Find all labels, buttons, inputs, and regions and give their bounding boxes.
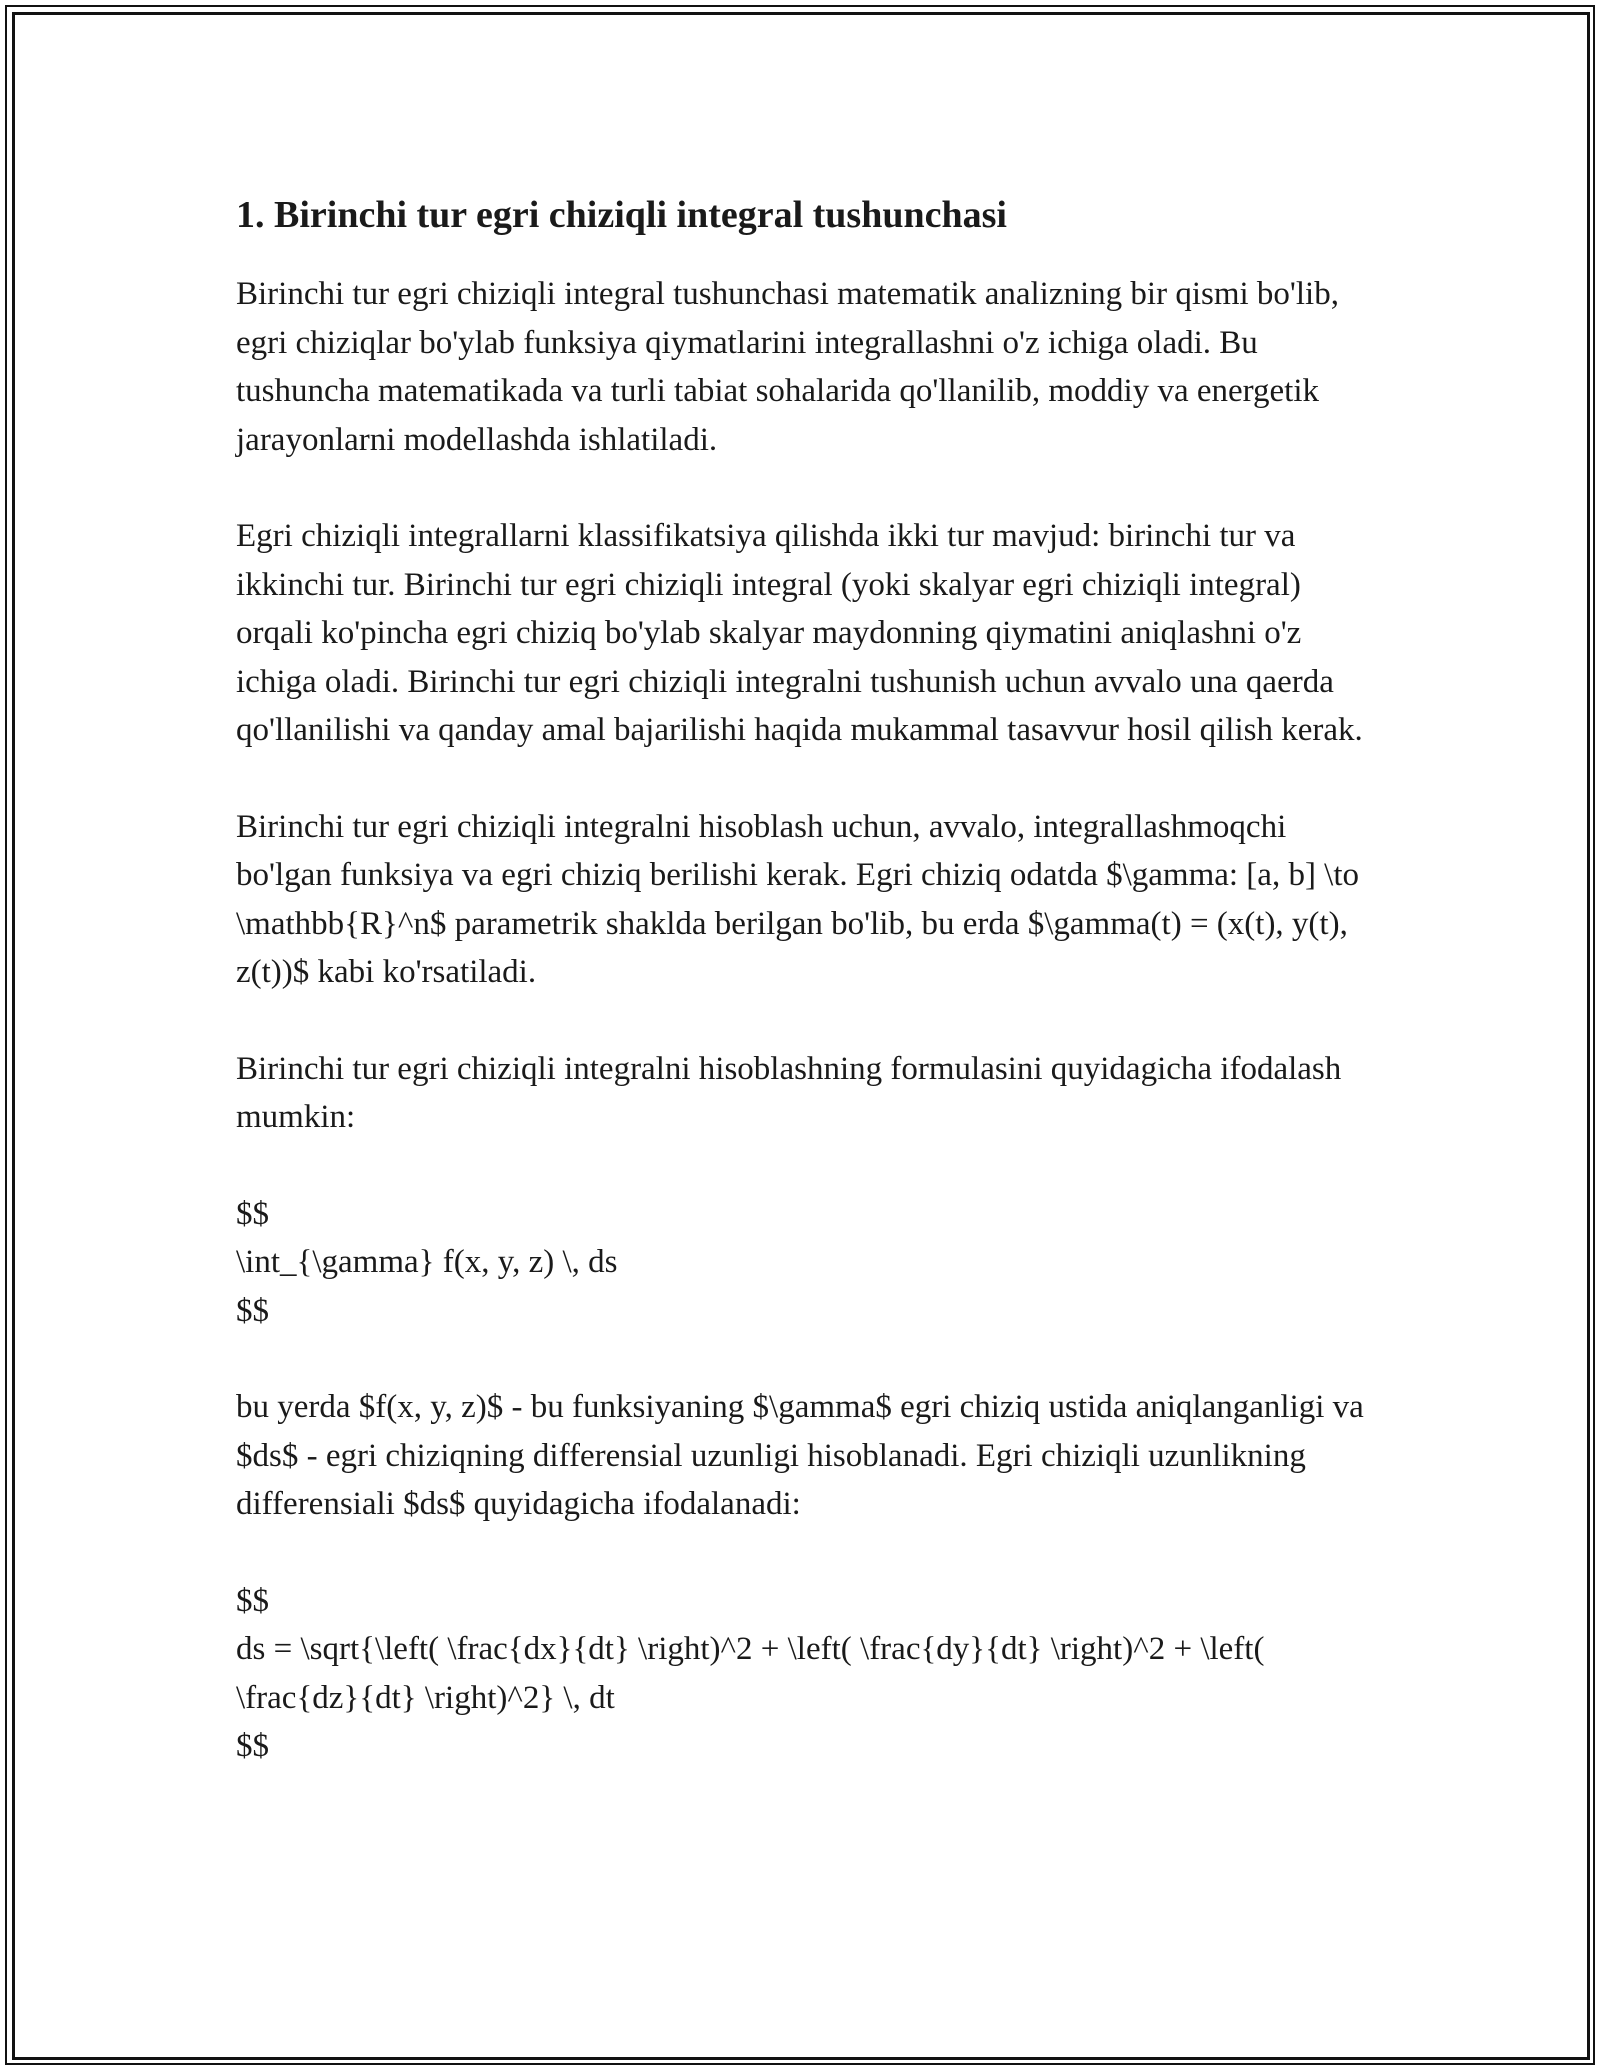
section-title: 1. Birinchi tur egri chiziqli integral tushunchasi — [236, 194, 1007, 236]
formula-arc-length — [236, 1577, 1386, 1771]
formula-body: ds = \sqrt{\left( \frac{dx}{dt} \right)^2 + \left( \frac{dy}{dt} \right)^2 + \left( \frac{dz}{dt} \right)^2} \, dt — [236, 1631, 1265, 1716]
paragraph-formula-intro: Birinchi tur egri chiziqli integralni hisoblashning formulasini quyidagicha ifodalash mumkin: — [236, 1050, 1342, 1135]
formula-line-integral — [236, 1190, 1386, 1336]
formula-delimiter-close: $$ — [236, 1292, 269, 1329]
paragraph-classification: Egri chiziqli integrallarni klassifikatsiya qilishda ikki tur mavjud: birinchi tur va ikkinchi tur. Birinchi tur egri chiziqli integral (yoki skalyar egri chiziqli integral) orqali ko'pincha egri chiziq bo'ylab skalyar maydonning qiymatini aniqlashni o'z ichiga oladi. Birinchi tur egri chiziqli integralni tushunish uchun avvalo una qaerda qo'llanilishi va qanday amal bajarilishi haqida mukammal tasavvur hosil qilish kerak. — [236, 518, 1363, 748]
paragraph-intro: Birinchi tur egri chiziqli integral tushunchasi matematik analizning bir qismi bo'lib, egri chiziqlar bo'ylab funksiya qiymatlarini integrallashni o'z ichiga oladi. Bu tushuncha matematikada va turli tabiat sohalarida qo'llanilib, moddiy va energetik jarayonlarni modellashda ishlatiladi. — [236, 276, 1339, 458]
formula-delimiter-open: $$ — [236, 1582, 269, 1619]
paragraph-parametric-curve: Birinchi tur egri chiziqli integralni hisoblash uchun, avvalo, integrallashmoqchi bo'lgan funksiya va egri chiziq berilishi kerak. Egri chiziq odatda $\gamma: [a, b] \to \mathbb{R}^n$ parametrik shaklda berilgan bo'lib, bu erda $\gamma(t) = (x(t), y(t), z(t))$ kabi ko'rsatiladi. — [236, 808, 1360, 990]
document-body — [236, 190, 1386, 1819]
formula-body: \int_{\gamma} f(x, y, z) \, ds — [236, 1244, 618, 1280]
formula-delimiter-open: $$ — [236, 1195, 269, 1232]
formula-delimiter-close: $$ — [236, 1728, 269, 1764]
paragraph-ds-explanation: bu yerda $f(x, y, z)$ - bu funksiyaning $\gamma$ egri chiziq ustida aniqlanganligi va $ds$ - egri chiziqning differensial uzunligi hisoblanadi. Egri chiziqli uzunlikning differensiali $ds$ quyidagicha ifodalanadi: — [236, 1389, 1364, 1522]
